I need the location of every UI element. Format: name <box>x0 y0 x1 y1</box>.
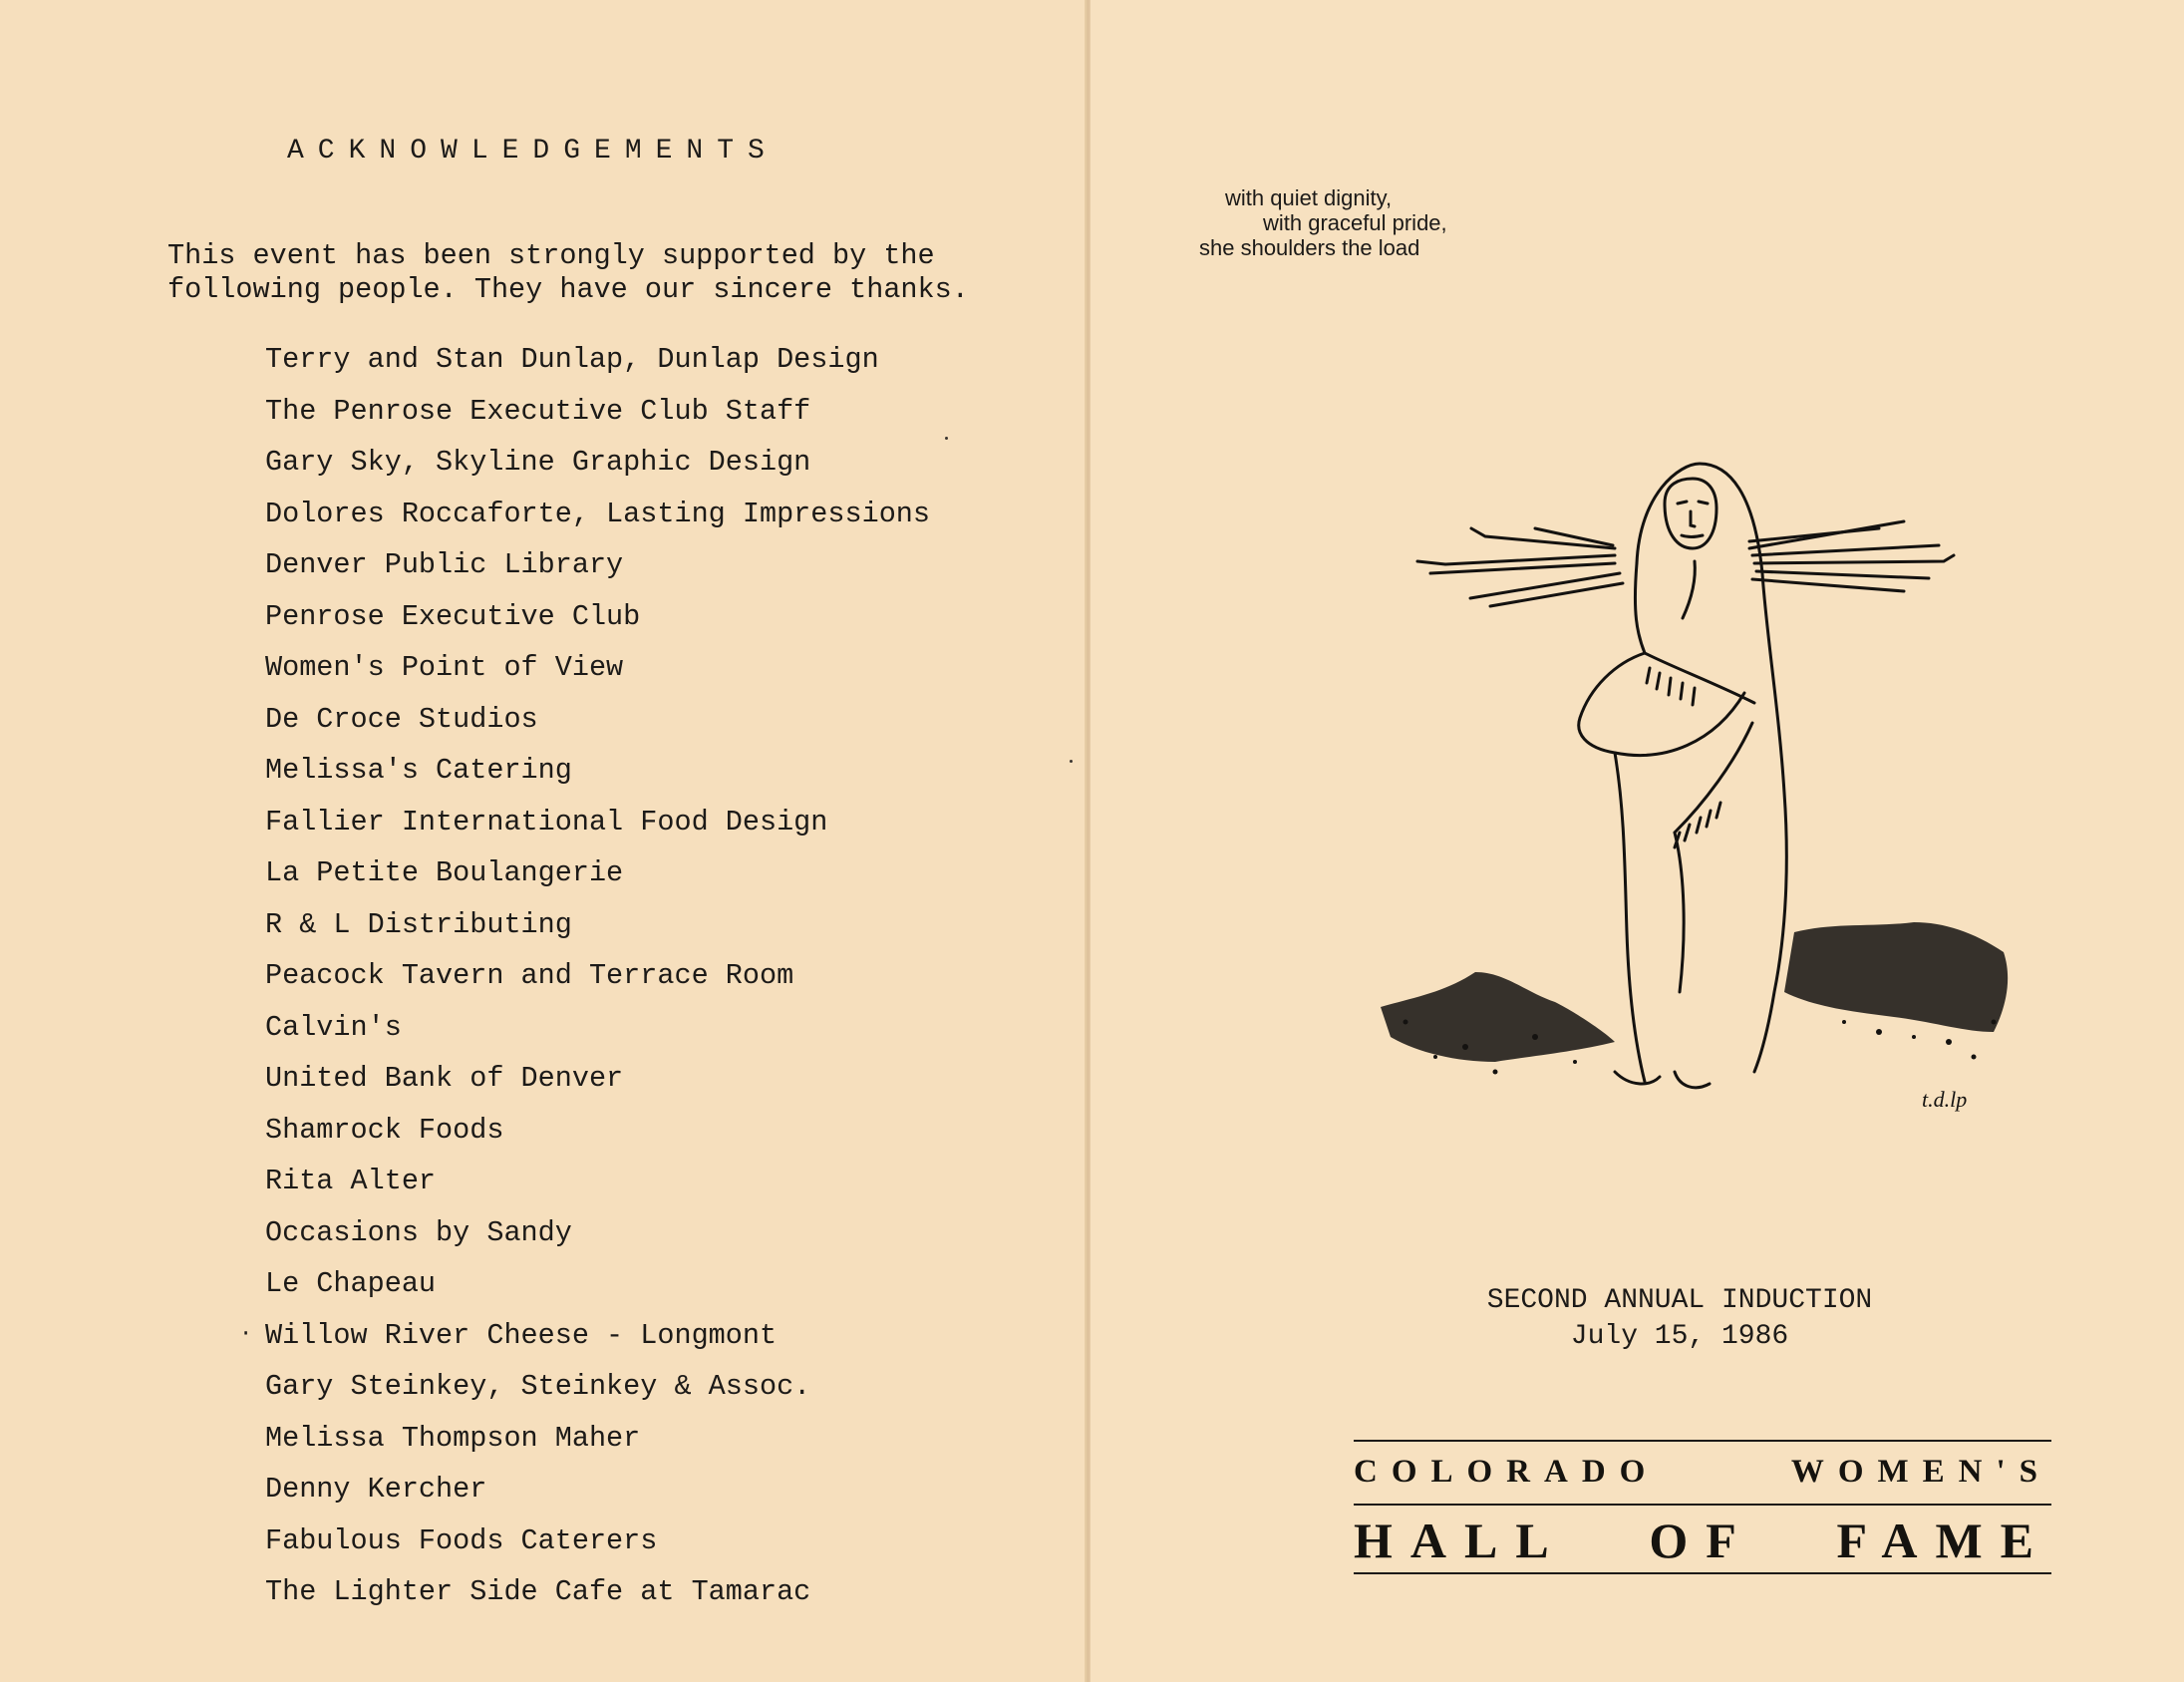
intro-paragraph <box>167 239 969 307</box>
supporter-item: Willow River Cheese - Longmont <box>265 1318 778 1352</box>
bottom-rule <box>1354 1572 2051 1574</box>
org-name-line-2 <box>1354 1512 2051 1569</box>
paper-speck <box>945 437 948 440</box>
supporter-item: The Penrose Executive Club Staff <box>265 394 811 428</box>
supporter-item: Fabulous Foods Caterers <box>265 1523 658 1557</box>
supporter-item: De Croce Studios <box>265 702 538 736</box>
supporter-item: Penrose Executive Club <box>265 599 641 633</box>
supporter-item: Le Chapeau <box>265 1267 437 1300</box>
poem <box>1199 185 1447 260</box>
supporter-item: Denver Public Library <box>265 548 624 581</box>
supporter-item: Occasions by Sandy <box>265 1215 572 1249</box>
supporter-item: Melissa Thompson Maher <box>265 1421 641 1455</box>
supporter-item: Rita Alter <box>265 1165 437 1197</box>
supporter-item: R & L Distributing <box>265 907 572 941</box>
org-name-line-1 <box>1354 1454 2051 1491</box>
induction-date: July 15, 1986 <box>1570 1321 1789 1352</box>
supporter-item: La Petite Boulangerie <box>265 856 624 889</box>
supporter-item: Gary Steinkey, Steinkey & Assoc. <box>265 1370 811 1403</box>
supporter-item: The Lighter Side Cafe at Tamarac <box>265 1575 811 1608</box>
supporter-item: United Bank of Denver <box>265 1062 624 1095</box>
acknowledgements-heading: ACKNOWLEDGEMENTS <box>287 136 779 167</box>
org-word-hall: HALL <box>1354 1513 1567 1568</box>
supporter-item: Melissa's Catering <box>265 754 572 787</box>
induction-block <box>1386 1283 1974 1355</box>
supporter-item: Fallier International Food Design <box>265 805 828 839</box>
stray-mark: · <box>239 1321 253 1346</box>
org-word-of: OF <box>1649 1513 1754 1568</box>
supporter-item: Peacock Tavern and Terrace Room <box>265 959 794 992</box>
supporter-item: Dolores Roccaforte, Lasting Impressions <box>265 497 931 530</box>
induction-title: SECOND ANNUAL INDUCTION <box>1486 1285 1873 1316</box>
woman-carrying-firewood-illustration <box>1376 434 2014 1132</box>
poem-line-2: with graceful pride, <box>1263 210 1447 235</box>
intro-line-2: following people. They have our sincere thanks. <box>167 273 969 306</box>
paper-speck <box>1070 760 1073 763</box>
top-rule <box>1354 1440 2051 1442</box>
poem-line-3: she shoulders the load <box>1199 235 1420 260</box>
middle-rule <box>1354 1504 2051 1506</box>
intro-line-1: This event has been strongly supported by the <box>167 239 935 272</box>
supporter-item: Calvin's <box>265 1010 402 1044</box>
poem-line-1: with quiet dignity, <box>1225 185 1393 210</box>
supporter-item: Terry and Stan Dunlap, Dunlap Design <box>265 343 879 376</box>
artist-signature: t.d.lp <box>1922 1087 1968 1112</box>
supporter-item: Women's Point of View <box>265 651 624 684</box>
supporter-item: Gary Sky, Skyline Graphic Design <box>265 446 811 479</box>
supporter-item: Denny Kercher <box>265 1473 487 1506</box>
left-page <box>0 0 1087 1682</box>
org-word-fame: FAME <box>1836 1513 2051 1568</box>
supporter-list <box>265 343 930 1627</box>
org-word-colorado: COLORADO <box>1354 1454 1660 1490</box>
supporter-item: Shamrock Foods <box>265 1113 504 1147</box>
org-word-womens: WOMEN'S <box>1790 1454 2051 1490</box>
